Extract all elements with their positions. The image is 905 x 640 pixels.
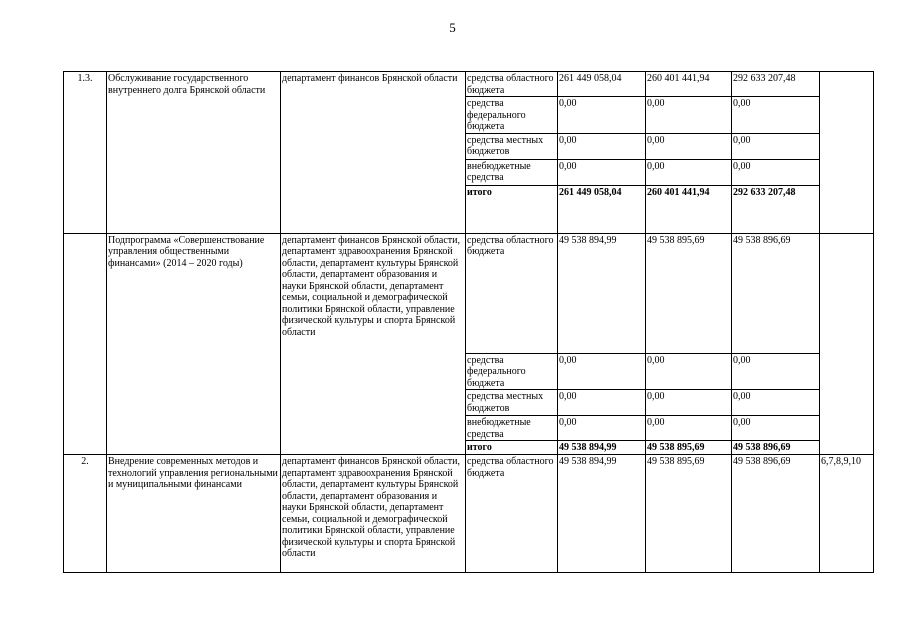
funding-source: внебюджетные средства bbox=[466, 159, 558, 185]
value-cell: 292 633 207,48 bbox=[732, 72, 820, 97]
activity-name: Обслуживание государственного внутреннего долга Брянской области bbox=[107, 72, 281, 234]
value-cell: 0,00 bbox=[558, 159, 646, 185]
total-value: 49 538 895,69 bbox=[646, 441, 732, 455]
value-cell: 0,00 bbox=[558, 390, 646, 416]
table-row bbox=[64, 455, 874, 573]
funding-source: средства областного бюджета bbox=[466, 455, 558, 573]
value-cell: 0,00 bbox=[732, 159, 820, 185]
total-value: 49 538 894,99 bbox=[558, 441, 646, 455]
value-cell: 0,00 bbox=[558, 133, 646, 159]
total-value: 260 401 441,94 bbox=[646, 185, 732, 233]
value-cell: 0,00 bbox=[732, 416, 820, 441]
value-cell: 0,00 bbox=[646, 133, 732, 159]
funding-source: внебюджетные средства bbox=[466, 416, 558, 441]
total-value: 292 633 207,48 bbox=[732, 185, 820, 233]
row-number bbox=[64, 233, 107, 455]
activity-name: Внедрение современных методов и технологий управления региональными и муниципальными финансами bbox=[107, 455, 281, 573]
value-cell: 0,00 bbox=[646, 416, 732, 441]
value-cell: 0,00 bbox=[646, 159, 732, 185]
value-cell: 0,00 bbox=[558, 97, 646, 134]
value-cell: 0,00 bbox=[732, 97, 820, 134]
funding-source: средства областного бюджета bbox=[466, 72, 558, 97]
value-cell: 49 538 894,99 bbox=[558, 233, 646, 353]
value-cell: 49 538 896,69 bbox=[732, 455, 820, 573]
value-cell: 49 538 894,99 bbox=[558, 455, 646, 573]
value-cell: 0,00 bbox=[646, 353, 732, 390]
value-cell: 260 401 441,94 bbox=[646, 72, 732, 97]
value-cell: 0,00 bbox=[558, 416, 646, 441]
value-cell: 49 538 896,69 bbox=[732, 233, 820, 353]
value-cell: 0,00 bbox=[558, 353, 646, 390]
funding-source: средства федерального бюджета bbox=[466, 353, 558, 390]
table-row bbox=[64, 72, 874, 97]
indicator-numbers bbox=[820, 233, 874, 455]
row-number: 2. bbox=[64, 455, 107, 573]
total-value: 261 449 058,04 bbox=[558, 185, 646, 233]
executor: департамент финансов Брянской области bbox=[281, 72, 466, 234]
value-cell: 0,00 bbox=[732, 133, 820, 159]
table-row bbox=[64, 233, 874, 353]
value-cell: 0,00 bbox=[646, 390, 732, 416]
executor: департамент финансов Брянской области, департамент здравоохранения Брянской области, департамент культуры Брянской области, департамент образования и науки Брянской области, департамент семьи, социальной и демографической политики Брянской области, управление физической культуры и спорта Брянской области bbox=[281, 455, 466, 573]
budget-table bbox=[63, 71, 874, 573]
funding-source: средства федерального бюджета bbox=[466, 97, 558, 134]
value-cell: 0,00 bbox=[646, 97, 732, 134]
funding-source: средства областного бюджета bbox=[466, 233, 558, 353]
row-number: 1.3. bbox=[64, 72, 107, 234]
funding-source: итого bbox=[466, 185, 558, 233]
value-cell: 0,00 bbox=[732, 353, 820, 390]
page-number: 5 bbox=[449, 20, 456, 35]
indicator-numbers bbox=[820, 72, 874, 234]
total-value: 49 538 896,69 bbox=[732, 441, 820, 455]
value-cell: 0,00 bbox=[732, 390, 820, 416]
funding-source: итого bbox=[466, 441, 558, 455]
funding-source: средства местных бюджетов bbox=[466, 390, 558, 416]
value-cell: 49 538 895,69 bbox=[646, 233, 732, 353]
funding-source: средства местных бюджетов bbox=[466, 133, 558, 159]
value-cell: 49 538 895,69 bbox=[646, 455, 732, 573]
activity-name: Подпрограмма «Совершенствование управления общественными финансами» (2014 – 2020 годы) bbox=[107, 233, 281, 455]
value-cell: 261 449 058,04 bbox=[558, 72, 646, 97]
executor: департамент финансов Брянской области, департамент здравоохранения Брянской области, департамент культуры Брянской области, департамент образования и науки Брянской области, департамент семьи, социальной и демографической политики Брянской области, управление физической культуры и спорта Брянской области bbox=[281, 233, 466, 455]
indicator-numbers: 6,7,8,9,10 bbox=[820, 455, 874, 573]
